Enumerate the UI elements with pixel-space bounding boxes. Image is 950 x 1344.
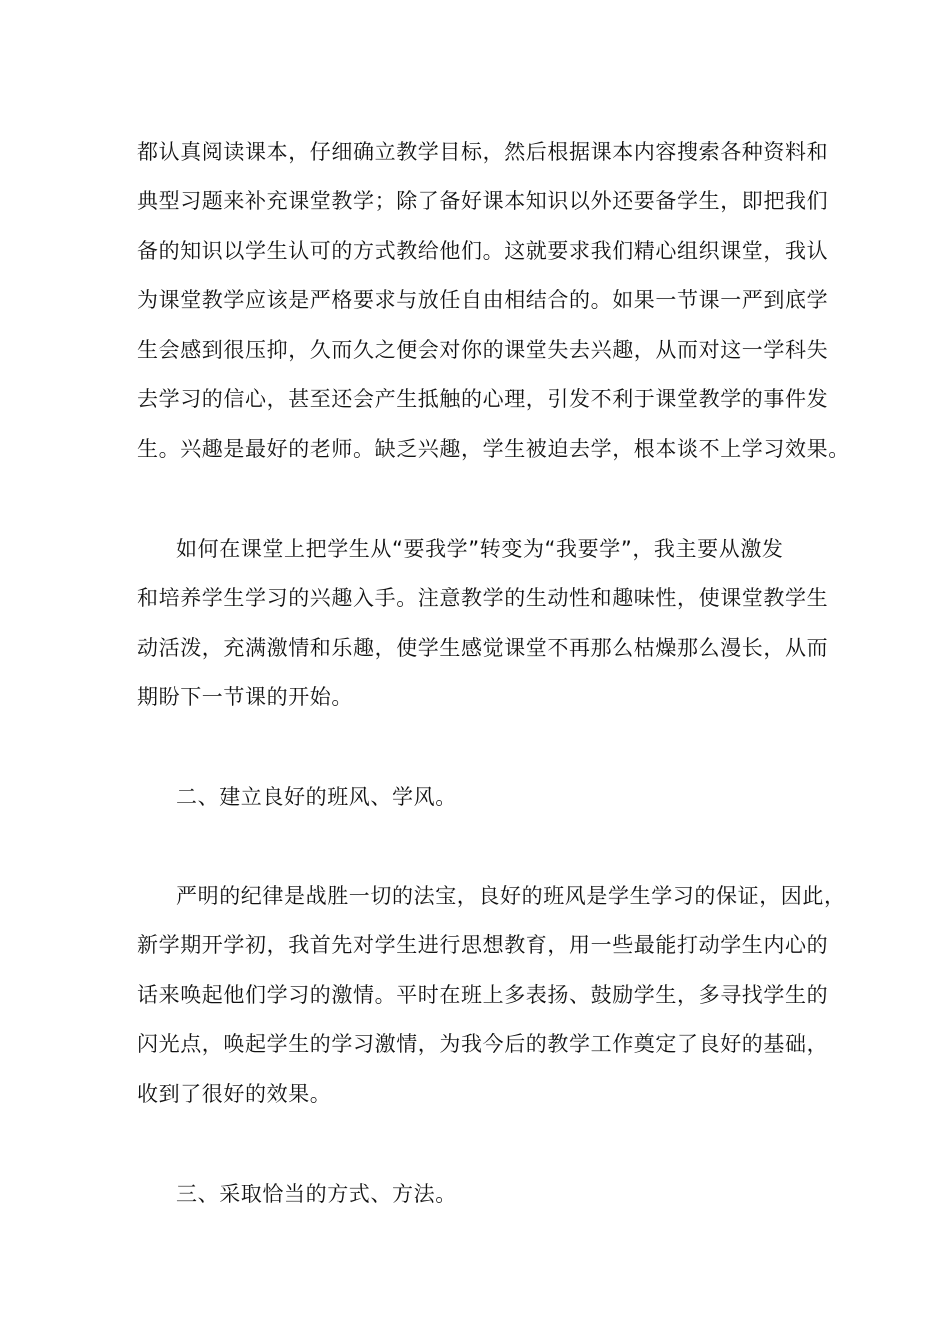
text-line: 动活泼，充满激情和乐趣，使学生感觉课堂不再那么枯燥那么漫长，从而: [137, 636, 829, 660]
text-line: 严明的纪律是战胜一切的法宝，良好的班风是学生学习的保证，因此，: [176, 884, 846, 908]
text-line: 话来唤起他们学习的激情。平时在班上多表扬、鼓励学生，多寻找学生的: [137, 983, 829, 1007]
text-line: 和培养学生学习的兴趣入手。注意教学的生动性和趣味性，使课堂教学生: [137, 586, 829, 610]
text-line: 新学期开学初，我首先对学生进行思想教育，用一些最能打动学生内心的: [137, 933, 829, 957]
text-line: 生。兴趣是最好的老师。缺乏兴趣，学生被迫去学，根本谈不上学习效果。: [137, 437, 850, 461]
text-line: 生会感到很压抑，久而久之便会对你的课堂失去兴趣，从而对这一学科失: [137, 338, 829, 362]
text-line: 备的知识以学生认可的方式教给他们。这就要求我们精心组织课堂，我认: [137, 239, 829, 263]
section-heading-3: 三、采取恰当的方式、方法。: [176, 1182, 457, 1206]
text-line: 为课堂教学应该是严格要求与放任自由相结合的。如果一节课一严到底学: [137, 288, 829, 312]
text-line: 收到了很好的效果。: [137, 1082, 332, 1106]
text-line: 闪光点，唤起学生的学习激情，为我今后的教学工作奠定了良好的基础，: [137, 1032, 829, 1056]
text-line: 去学习的信心，甚至还会产生抵触的心理，引发不利于课堂教学的事件发: [137, 387, 829, 411]
text-line: 期盼下一节课的开始。: [137, 685, 353, 709]
text-line: 典型习题来补充课堂教学；除了备好课本知识以外还要备学生，即把我们: [137, 189, 829, 213]
text-line: 如何在课堂上把学生从“要我学”转变为“我要学”，我主要从激发: [176, 537, 784, 561]
section-heading-2: 二、建立良好的班风、学风。: [176, 785, 457, 809]
text-line: 都认真阅读课本，仔细确立教学目标，然后根据课本内容搜索各种资料和: [137, 140, 829, 164]
